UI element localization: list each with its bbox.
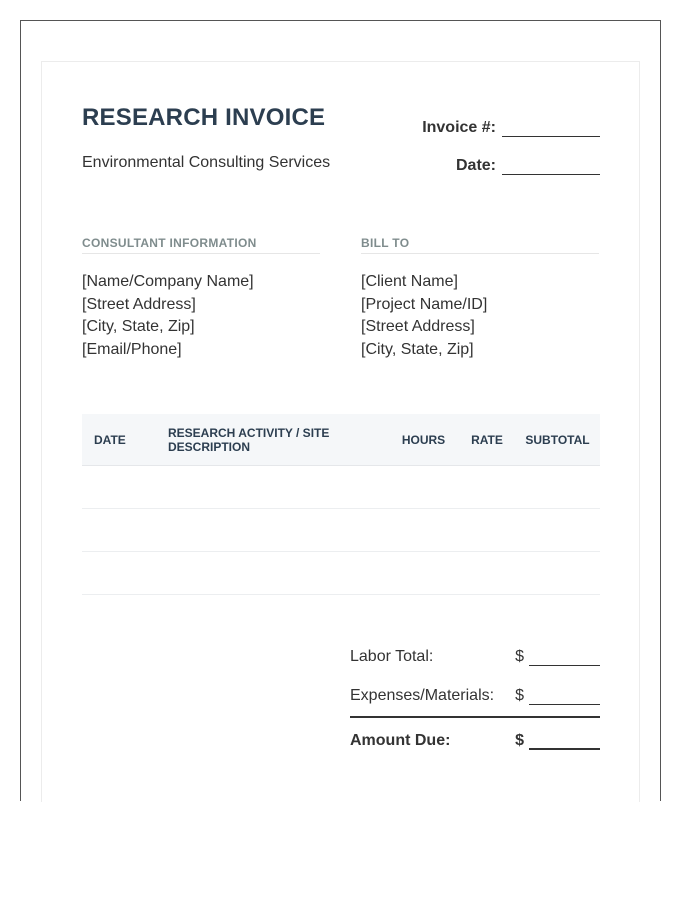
amount-due-label: Amount Due:	[350, 732, 451, 749]
currency-symbol: $	[515, 732, 524, 749]
amount-due-row	[350, 728, 600, 750]
labor-total-blank[interactable]	[529, 651, 600, 666]
labor-total-amount[interactable]	[515, 648, 600, 666]
totals-section	[350, 644, 600, 750]
totals-divider	[350, 716, 600, 718]
invoice-number-label: Invoice #:	[422, 119, 496, 136]
amount-due-blank[interactable]	[529, 734, 600, 750]
consultant-section	[82, 236, 320, 361]
expenses-row	[350, 683, 600, 705]
consultant-line[interactable]: [Name/Company Name]	[82, 273, 254, 290]
consultant-heading: CONSULTANT INFORMATION	[82, 236, 320, 254]
bill-to-line[interactable]: [Street Address]	[361, 318, 475, 335]
table-row[interactable]	[82, 552, 600, 595]
expenses-amount[interactable]	[515, 687, 600, 705]
table-header	[82, 414, 600, 466]
expenses-blank[interactable]	[529, 690, 600, 705]
expenses-label: Expenses/Materials:	[350, 687, 495, 704]
consultant-line[interactable]: [Email/Phone]	[82, 340, 182, 358]
currency-symbol: $	[515, 648, 524, 665]
invoice-number-field[interactable]	[422, 119, 600, 137]
column-header-date: DATE	[94, 432, 126, 447]
invoice-date-field[interactable]	[456, 157, 600, 175]
table-row[interactable]	[82, 466, 600, 509]
column-header-description: RESEARCH ACTIVITY / SITE DESCRIPTION	[168, 425, 330, 454]
column-header-subtotal: SUBTOTAL	[525, 432, 590, 447]
line-items-table	[82, 414, 600, 595]
column-header-hours: HOURS	[401, 432, 446, 447]
column-header-rate: RATE	[471, 432, 503, 447]
consultant-details	[82, 271, 320, 361]
amount-due-amount[interactable]	[515, 732, 600, 750]
invoice-title: RESEARCH INVOICE	[82, 104, 326, 131]
consultant-line[interactable]: [City, State, Zip]	[82, 318, 195, 335]
bill-to-line[interactable]: [Client Name]	[361, 273, 458, 290]
bill-to-line[interactable]: [Project Name/ID]	[361, 295, 488, 313]
bill-to-line[interactable]: [City, State, Zip]	[361, 340, 474, 358]
invoice-subtitle: Environmental Consulting Services	[82, 154, 331, 171]
bill-to-section	[361, 236, 599, 361]
bill-to-details	[361, 271, 599, 361]
invoice-date-blank[interactable]	[502, 159, 600, 175]
table-row[interactable]	[82, 509, 600, 552]
invoice-number-blank[interactable]	[502, 121, 600, 137]
labor-total-row	[350, 644, 600, 666]
currency-symbol: $	[515, 687, 524, 704]
labor-total-label: Labor Total:	[350, 648, 434, 665]
bill-to-heading: BILL TO	[361, 236, 599, 254]
invoice-date-label: Date:	[455, 157, 496, 174]
consultant-line[interactable]: [Street Address]	[82, 295, 196, 313]
